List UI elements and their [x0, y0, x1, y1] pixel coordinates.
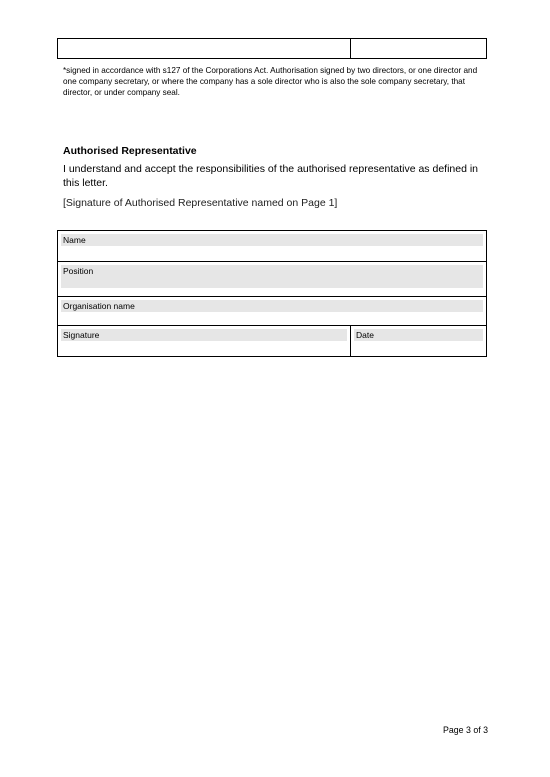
signature-label: Signature — [61, 329, 347, 341]
signature-date-row — [58, 326, 486, 356]
top-table-right-cell[interactable] — [351, 39, 486, 58]
signature-cell[interactable] — [58, 326, 351, 356]
representative-form-table — [57, 230, 487, 357]
position-row — [58, 262, 486, 297]
top-table-left-cell[interactable] — [58, 39, 351, 58]
date-label: Date — [354, 329, 483, 341]
name-row — [58, 231, 486, 262]
acceptance-statement: I understand and accept the responsibilities of the authorised representative as defined in this letter. — [63, 163, 479, 189]
date-cell[interactable] — [351, 326, 486, 356]
footnote-text: *signed in accordance with s127 of the Corporations Act. Authorisation signed by two directors, or one director and one company secretary, or where the company has a sole director who is also the sole company secretary, that director, or under company seal. — [63, 66, 478, 97]
section-heading: Authorised Representative — [63, 145, 197, 157]
top-signature-table — [57, 38, 487, 59]
organisation-row — [58, 297, 486, 326]
name-label: Name — [61, 234, 483, 246]
position-label: Position — [61, 265, 483, 288]
page-number: Page 3 of 3 — [443, 725, 488, 735]
signature-placeholder: [Signature of Authorised Representative named on Page 1] — [63, 197, 338, 209]
organisation-label: Organisation name — [61, 300, 483, 312]
